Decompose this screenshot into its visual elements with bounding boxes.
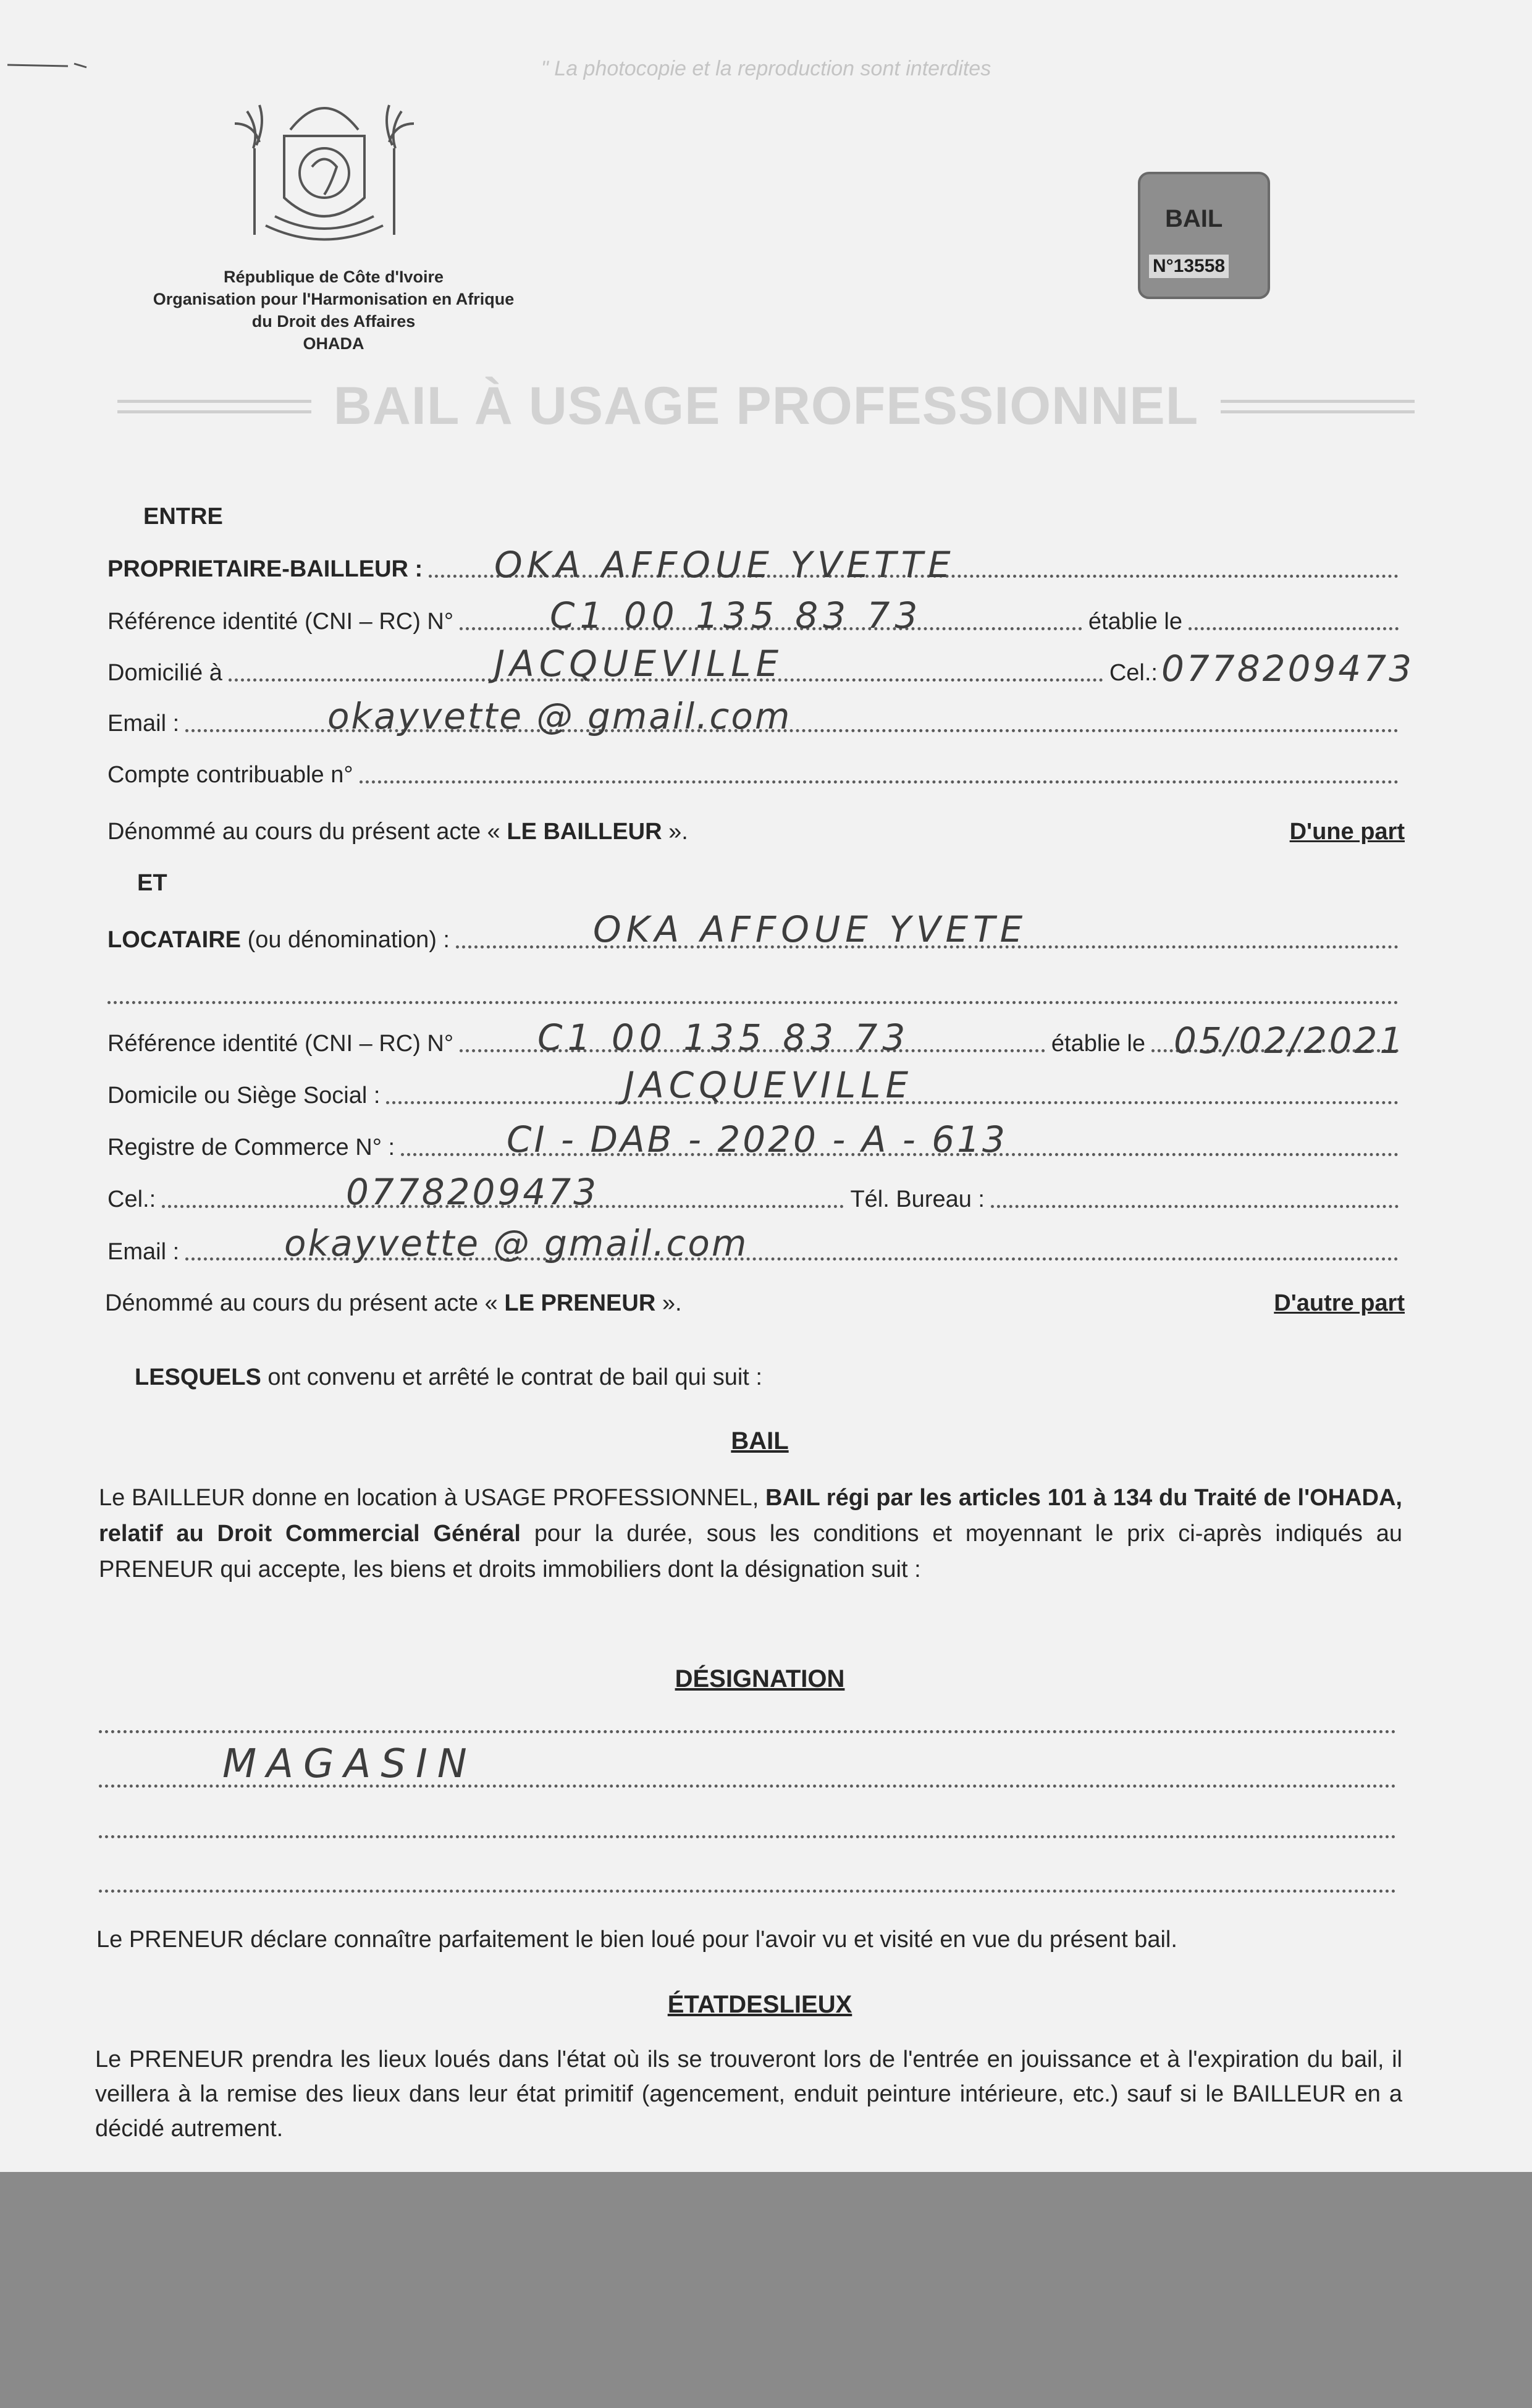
compte-field[interactable] (360, 780, 1399, 784)
title-text: BAIL À USAGE PROFESSIONNEL (333, 376, 1199, 436)
stamp-number: N°13558 (1149, 255, 1229, 278)
designation-heading: DÉSIGNATION (675, 1665, 845, 1692)
bailleur-etablie-field[interactable] (1189, 627, 1399, 630)
lesquels-bold: LESQUELS (135, 1364, 261, 1390)
preneur-ref-value: C1 00 135 83 73 (537, 1016, 911, 1058)
preneur-email-label: Email : (107, 1239, 180, 1265)
locataire-extra-line[interactable] (107, 1001, 1399, 1004)
preneur-domicile-value: JACQUEVILLE (624, 1064, 914, 1106)
preneur-denomme-bold: LE PRENEUR (504, 1290, 656, 1316)
proprietaire-value: OKA AFFOUE YVETTE (494, 544, 956, 586)
watermark-text: " La photocopie et la reproduction sont interdites (541, 57, 991, 80)
preneur-ref-label: Référence identité (CNI – RC) N° (107, 1031, 454, 1057)
bailleur-cel-label: Cel.: (1109, 660, 1158, 686)
etat-paragraph: Le PRENEUR prendra les lieux loués dans l'état où ils se trouveront lors de l'entrée en jouissance et à l'expiration du bail, il veillera à la remise des lieux dans leur état primitif (agencement, enduit peinture intérieure, etc.) sauf si le BAILLEUR en a décidé autrement. (95, 2047, 1402, 2142)
bail-p-bold: BAIL régi par les articles 101 à 134 du Traité de l'OHADA, relatif au Droit Commercial Général (99, 1485, 1402, 1547)
bail-p2: pour la durée, sous les conditions et moyennant le prix ci-après indiqués au PRENEUR qui accepte, les biens et droits immobiliers dont la désignation suit : (99, 1521, 1402, 1582)
locataire-bold: LOCATAIRE (107, 927, 242, 953)
fiscal-stamp (1138, 172, 1270, 299)
proprietaire-label: PROPRIETAIRE-BAILLEUR : (107, 556, 423, 582)
etat-heading: ÉTATDESLIEUX (667, 1991, 852, 2018)
locataire-label (107, 927, 450, 953)
bailleur-denomme (107, 819, 688, 845)
tel-bureau-label: Tél. Bureau : (850, 1186, 985, 1212)
preneur-email-value: okayvette @ gmail.com (284, 1222, 749, 1264)
coat-of-arms-icon (222, 93, 426, 253)
title-rule-right (1221, 400, 1415, 413)
bail-p1: Le BAILLEUR donne en location à USAGE PROFESSIONNEL, (99, 1485, 766, 1511)
bailleur-etablie-label: établie le (1088, 609, 1182, 635)
preneur-cel-value: 0778209473 (346, 1171, 599, 1213)
bail-heading: BAIL (731, 1427, 789, 1455)
header-droit: du Droit des Affaires (251, 312, 416, 331)
title-rule-left (117, 400, 311, 413)
bailleur-denomme-row (107, 819, 1405, 845)
header-organisation: Organisation pour l'Harmonisation en Afrique (153, 290, 515, 308)
bailleur-denomme-prefix: Dénommé au cours du présent acte « (107, 819, 507, 845)
bailleur-part: D'une part (1289, 819, 1405, 845)
bailleur-domicile-label: Domicilié à (107, 660, 222, 686)
bailleur-email-value: okayvette @ gmail.com (327, 695, 792, 737)
preneur-part: D'autre part (1274, 1290, 1405, 1316)
designation-line-4[interactable] (99, 1890, 1396, 1893)
preneur-denomme-prefix: Dénommé au cours du présent acte « (105, 1290, 505, 1316)
bailleur-domicile-value: JACQUEVILLE (494, 643, 784, 685)
bailleur-denomme-suffix: ». (662, 819, 688, 845)
declaration-text: Le PRENEUR déclare connaître parfaitement le bien loué pour l'avoir vu et visité en vue du présent bail. (96, 1927, 1177, 1953)
issuer-header (86, 266, 581, 355)
scan-background (0, 2172, 1532, 2408)
preneur-cel-row (107, 1186, 1405, 1213)
locataire-value: OKA AFFOUE YVETE (593, 908, 1028, 950)
designation-line-3[interactable] (99, 1835, 1396, 1838)
entre-label: ENTRE (143, 504, 223, 530)
header-ohada: OHADA (303, 334, 364, 353)
tel-bureau-field[interactable] (991, 1205, 1399, 1208)
bailleur-ref-label: Référence identité (CNI – RC) N° (107, 609, 454, 635)
preneur-denomme-row (105, 1290, 1405, 1317)
bail-paragraph (99, 1480, 1402, 1587)
preneur-denomme (105, 1290, 682, 1317)
locataire-rest: (ou dénomination) : (241, 927, 450, 953)
preneur-denomme-suffix: ». (655, 1290, 682, 1316)
stamp-label: BAIL (1165, 205, 1223, 232)
document-title (117, 376, 1415, 437)
bailleur-ref-value: C1 00 135 83 73 (550, 594, 923, 636)
preneur-etablie-value: 05/02/2021 (1174, 1020, 1405, 1062)
preneur-domicile-label: Domicile ou Siège Social : (107, 1083, 381, 1109)
bailleur-cel-value: 0778209473 (1161, 648, 1415, 690)
et-label: ET (137, 870, 167, 896)
lesquels-sentence (135, 1364, 762, 1391)
header-republic: République de Côte d'Ivoire (224, 268, 444, 286)
designation-value: MAGASIN (222, 1741, 477, 1787)
bailleur-denomme-bold: LE BAILLEUR (507, 819, 662, 845)
registre-value: CI - DAB - 2020 - A - 613 (507, 1118, 1008, 1160)
compte-label: Compte contribuable n° (107, 762, 353, 788)
compte-row (107, 762, 1405, 788)
preneur-cel-label: Cel.: (107, 1186, 156, 1212)
registre-label: Registre de Commerce N° : (107, 1134, 395, 1160)
bailleur-email-label: Email : (107, 711, 180, 737)
lesquels-rest: ont convenu et arrêté le contrat de bail qui suit : (261, 1364, 762, 1390)
preneur-etablie-label: établie le (1051, 1031, 1145, 1057)
designation-line-1[interactable] (99, 1730, 1396, 1733)
